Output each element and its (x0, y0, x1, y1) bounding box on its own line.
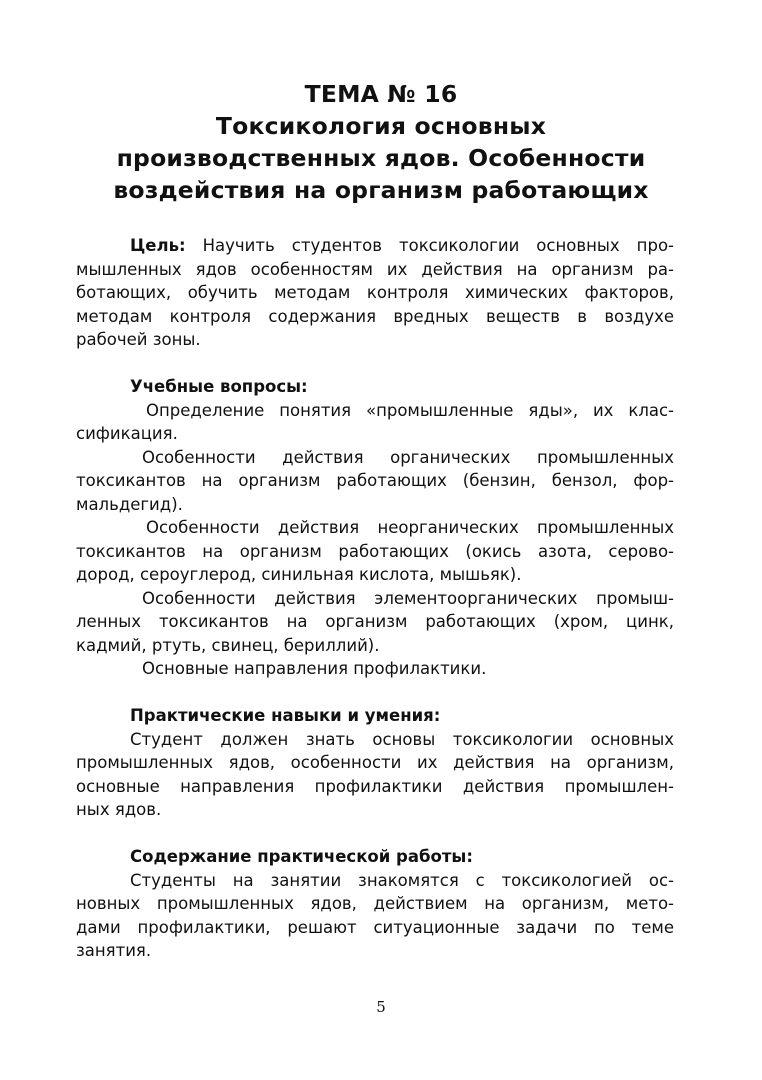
goal-label: Цель: (130, 236, 186, 255)
goal-line-1 (76, 234, 674, 258)
practice-paragraph (76, 869, 674, 963)
question-item-2 (76, 446, 674, 517)
goal-text-1: Научить студентов токсикологии основных про- (185, 236, 674, 255)
goal-paragraph (76, 234, 674, 352)
question-4-line-1: Особенности действия элементоорганических промыш- (142, 588, 674, 608)
goal-line-4: методам контроля содержания вредных веществ в воздухе (76, 306, 674, 326)
question-2-line-1: Особенности действия органических промышленных (142, 447, 674, 467)
spacer (76, 822, 674, 846)
question-item-1 (76, 399, 674, 446)
document-body (76, 234, 674, 963)
question-2-line-3: мальдегид). (76, 494, 183, 514)
goal-line-2: мышленных ядов особенностям их действия на организм ра- (76, 259, 674, 279)
practice-line-2: новных промышленных ядов, действием на организм, мето- (76, 894, 674, 913)
question-3-line-1: Особенности действия неорганических промышленных (146, 518, 674, 537)
skills-paragraph (76, 728, 674, 822)
skills-heading: Практические навыки и умения: (130, 706, 441, 725)
question-5-line-1: Основные направления профилактики. (142, 659, 487, 678)
question-item-4 (76, 587, 674, 658)
topic-number: ТЕМА № 16 (304, 80, 458, 108)
question-1-line-1: Определение понятия «промышленные яды», их клас- (146, 400, 674, 420)
question-3-line-3: дород, сероуглерод, синильная кислота, мышьяк). (76, 565, 522, 584)
skills-line-3: основные направления профилактики действия промышлен- (76, 776, 674, 796)
question-2-line-2: токсикантов на организм работающих (бензин, бензол, фор- (76, 471, 674, 490)
practice-line-3: дами профилактики, решают ситуационные задачи по теме (76, 917, 674, 937)
spacer (76, 681, 674, 705)
question-item-3 (76, 516, 674, 587)
practice-line-1: Студенты на занятии знакомятся с токсикологией ос- (130, 870, 674, 890)
goal-line-5: рабочей зоны. (76, 330, 201, 349)
skills-line-2: промышленных ядов, особенности их действия на организм, (76, 753, 674, 772)
question-3-line-2: токсикантов на организм работающих (окись азота, серово- (76, 541, 674, 561)
topic-title-line-3: воздействия на организм работающих (113, 176, 649, 204)
question-4-line-2: ленных токсикантов на организм работающих (хром, цинк, (76, 612, 674, 631)
spacer (76, 352, 674, 376)
practice-line-4: занятия. (76, 941, 152, 960)
questions-heading: Учебные вопросы: (130, 377, 308, 396)
skills-line-1: Студент должен знать основы токсикологии основных (130, 729, 674, 749)
practice-heading: Содержание практической работы: (130, 847, 473, 866)
question-4-line-3: кадмий, ртуть, свинец, бериллий). (76, 635, 380, 655)
goal-line-3: ботающих, обучить методам контроля химических факторов, (76, 283, 674, 302)
question-item-5 (76, 657, 674, 681)
page-number: 5 (376, 998, 386, 1016)
topic-title-line-1: Токсикология основных (215, 112, 547, 140)
topic-title (60, 78, 702, 206)
topic-title-line-2: производственных ядов. Особенности (116, 144, 646, 172)
question-1-line-2: сификация. (76, 424, 178, 443)
skills-line-4: ных ядов. (76, 800, 162, 819)
